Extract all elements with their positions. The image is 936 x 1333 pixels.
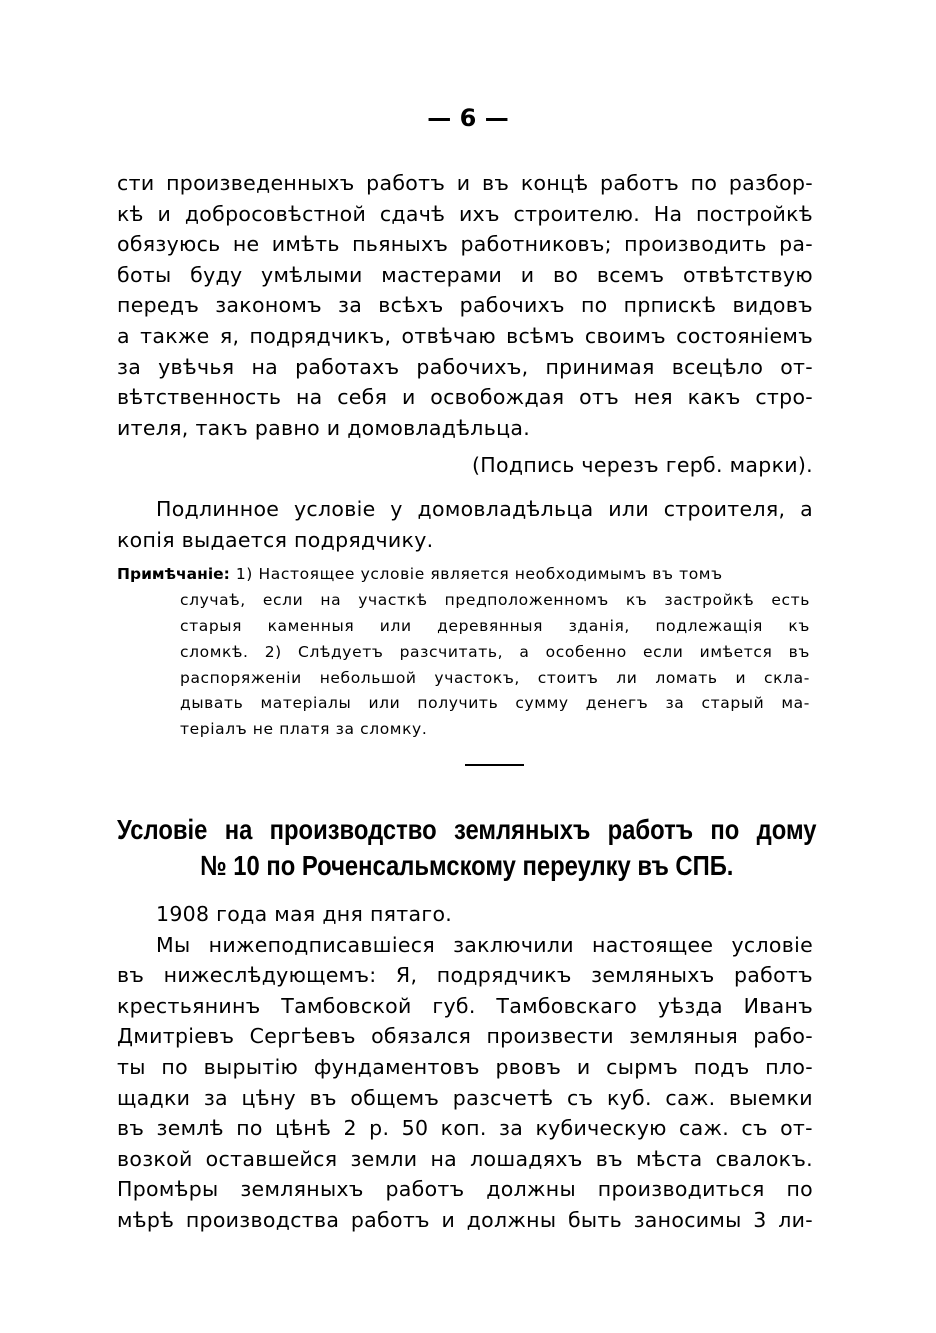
text-line: вѣтственность на себя и освобождая отъ нея какъ стро- xyxy=(117,385,813,410)
text-line: обязуюсь не имѣть пьяныхъ работниковъ; производить ра- xyxy=(117,232,813,257)
text-line: Промѣры земляныхъ работъ должны производиться по xyxy=(117,1177,813,1202)
text-line: боты буду умѣлыми мастерами и во всемъ отвѣтствую xyxy=(117,262,813,287)
text-line: ты по вырытію фундаментовъ рвовъ и сырмъ подъ пло- xyxy=(117,1054,813,1079)
text-line: щадки за цѣну въ общемъ разсчетѣ съ куб. саж. выемки xyxy=(117,1085,813,1110)
footnote-block xyxy=(117,562,810,743)
paragraph-contract-terms xyxy=(117,168,813,443)
date-line: 1908 года мая дня пятаго. xyxy=(156,902,453,926)
note-label: Примѣчаніе: xyxy=(117,565,230,583)
note-line: случаѣ, если на участкѣ предположенномъ къ застройкѣ есть xyxy=(180,590,810,609)
paragraph-original-copy xyxy=(117,494,813,555)
text-line: кѣ и добросовѣстной сдачѣ ихъ строителю. На постройкѣ xyxy=(117,201,813,226)
text-line: Подлинное условіе у домовладѣльца или строителя, а xyxy=(156,497,813,521)
signature-line: (Подпись черезъ герб. марки). xyxy=(471,453,813,477)
note-line: сломкѣ. 2) Слѣдуетъ разсчитать, а особенно если имѣется въ xyxy=(180,642,810,661)
note-line: дывать матеріалы или получить сумму денегъ за старый ма- xyxy=(180,694,810,713)
text-line: мѣрѣ производства работъ и должны быть заносимы 3 ли- xyxy=(117,1207,813,1232)
text-line: сти произведенныхъ работъ и въ концѣ работъ по разбор- xyxy=(117,171,813,195)
text-line: въ нижеслѣдующемъ: Я, подрядчикъ земляныхъ работъ xyxy=(117,963,813,988)
text-line: передъ закономъ за всѣхъ рабочихъ по прпискѣ видовъ xyxy=(117,293,813,318)
text-line: за увѣчья на работахъ рабочихъ, принимая всецѣло от- xyxy=(117,354,813,379)
text-line: Дмитріевъ Сергѣевъ обязался произвести земляныя рабо- xyxy=(117,1024,813,1049)
text-line: возкой оставшейся земли на лошадяхъ въ мѣста свалокъ. xyxy=(117,1146,813,1171)
section-divider xyxy=(465,764,524,766)
text-line: ителя, такъ равно и домовладѣльца. xyxy=(117,415,531,440)
section-title xyxy=(117,812,817,884)
note-line: старыя каменныя или деревянныя зданія, подлежащія къ xyxy=(180,616,810,635)
text-line: Мы нижеподписавшіеся заключили настоящее условіе xyxy=(156,932,813,957)
note-line: 1) Настоящее условіе является необходимымъ въ томъ xyxy=(235,565,723,583)
title-line: Условіе на производство земляныхъ работъ по дому xyxy=(117,814,817,845)
signature-block xyxy=(117,450,813,481)
text-line: копія выдается подрядчику. xyxy=(117,527,434,552)
note-line: теріалъ не платя за сломку. xyxy=(180,720,428,739)
text-line: крестьянинъ Тамбовской губ. Тамбовскаго уѣзда Иванъ xyxy=(117,993,813,1018)
paragraph-earthworks xyxy=(117,899,813,1236)
text-line: въ землѣ по цѣнѣ 2 р. 50 коп. за кубическую саж. съ от- xyxy=(117,1116,813,1141)
title-line: № 10 по Роченсальмскому переулку въ СПБ. xyxy=(200,850,734,881)
page-number: — 6 — xyxy=(427,104,509,132)
note-line: распоряженіи небольшой участокъ, стоитъ ли ломать и скла- xyxy=(180,668,810,687)
text-line: а также я, подрядчикъ, отвѣчаю всѣмъ своимъ состояніемъ xyxy=(117,323,813,348)
